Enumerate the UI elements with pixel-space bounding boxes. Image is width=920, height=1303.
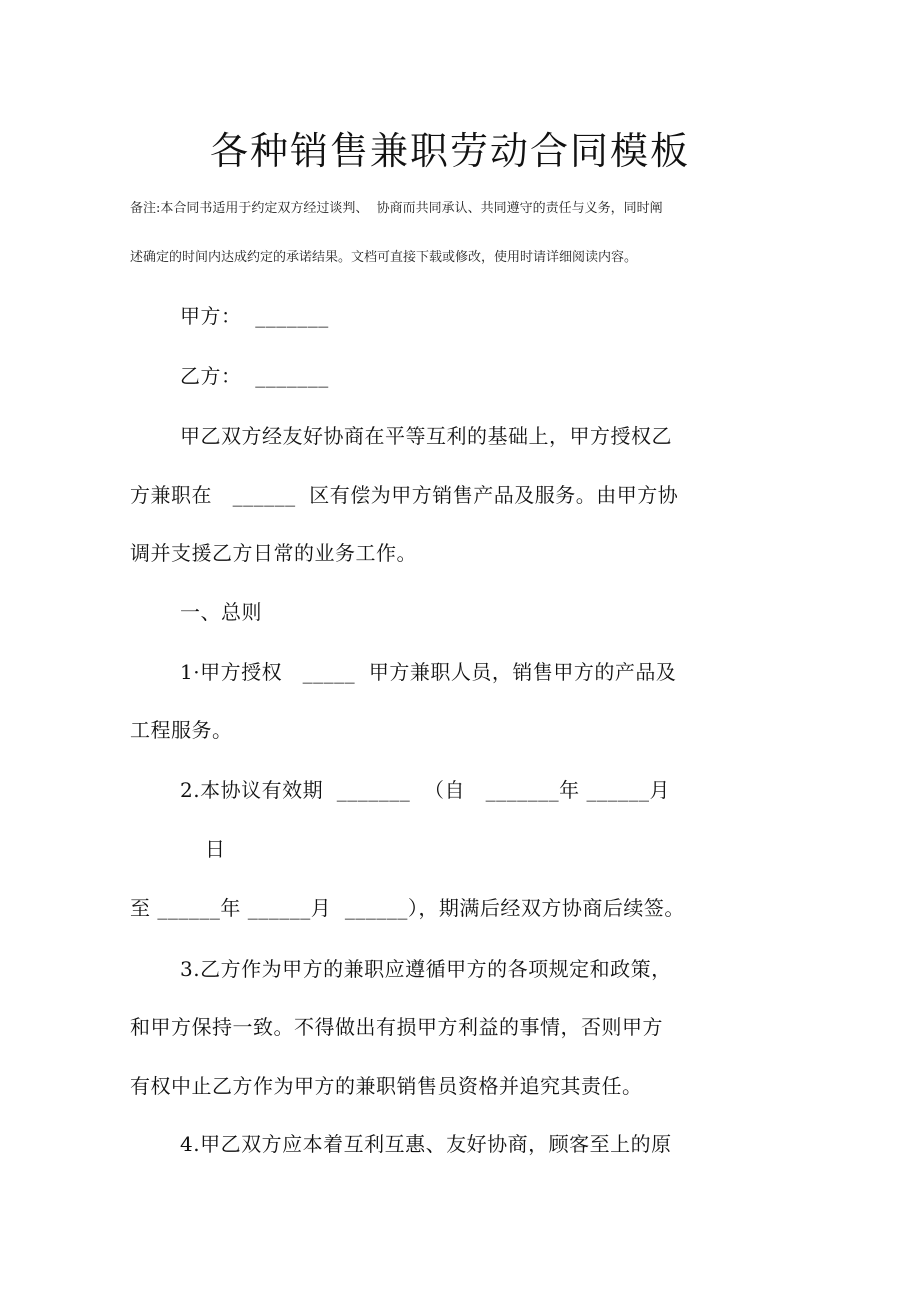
section-heading-general: 一、总则: [180, 600, 262, 624]
clause-1-line-1: 1·甲方授权 _____ 甲方兼职人员，销售甲方的产品及: [180, 660, 677, 684]
contract-title: 各种销售兼职劳动合同模板: [209, 129, 690, 173]
intro-line-2: 方兼职在 ______ 区有偿为甲方销售产品及服务。由甲方协: [130, 483, 679, 507]
clause-2-line-2: 日: [205, 837, 226, 861]
intro-line-3: 调并支援乙方日常的业务工作。: [130, 541, 417, 565]
intro-line-1: 甲乙双方经友好协商在平等互利的基础上，甲方授权乙: [180, 424, 672, 448]
party-b-field: 乙方： _______: [180, 364, 329, 388]
clause-1-line-2: 工程服务。: [130, 718, 233, 742]
clause-2-line-1: 2.本协议有效期 _______ （自 _______年 ______月: [180, 778, 670, 802]
clause-2-line-3: 至 ______年 ______月 ______），期满后经双方协商后续签。: [130, 896, 685, 920]
clause-3-line-3: 有权中止乙方作为甲方的兼职销售员资格并追究其责任。: [130, 1074, 643, 1098]
clause-4-line-1: 4.甲乙双方应本着互利互惠、友好协商，顾客至上的原: [180, 1132, 672, 1156]
party-a-field: 甲方： _______: [180, 304, 329, 328]
clause-3-line-1: 3.乙方作为甲方的兼职应遵循甲方的各项规定和政策，: [180, 957, 672, 981]
clause-3-line-2: 和甲方保持一致。不得做出有损甲方利益的事情，否则甲方: [130, 1015, 663, 1039]
note-line-2: 述确定的时间内达成约定的承诺结果。文档可直接下载或修改，使用时请详细阅读内容。: [130, 250, 638, 265]
note-line-1: 备注:本合同书适用于约定双方经过谈判、 协商而共同承认、共同遵守的责任与义务，同时阐: [130, 201, 663, 216]
